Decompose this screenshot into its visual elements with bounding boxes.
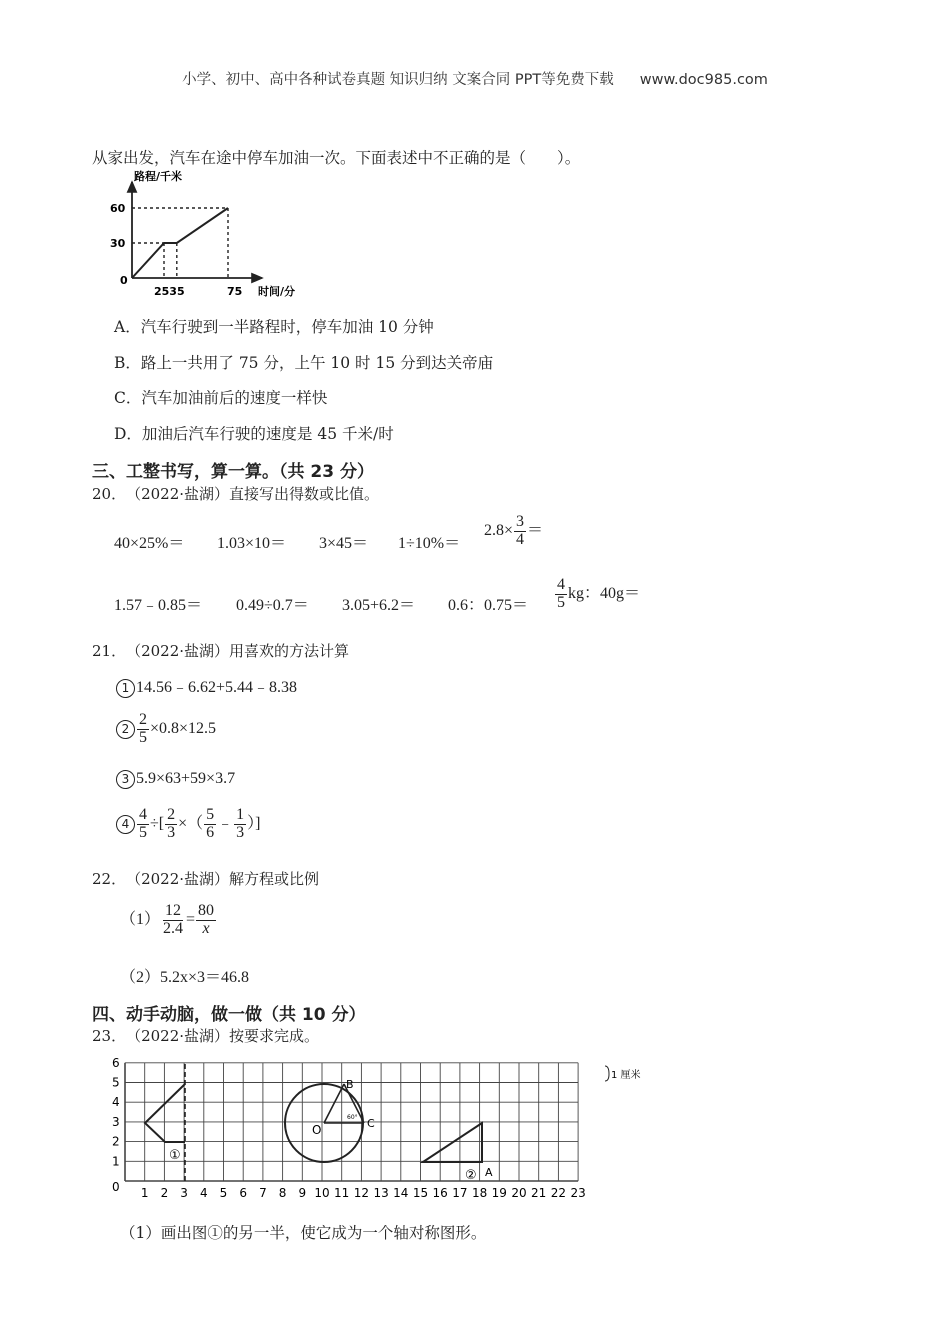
grid-ylabel: 5 <box>112 1075 120 1090</box>
figure-1-label: ① <box>169 1148 181 1163</box>
q21-stem: 21． （2022·盐湖）用喜欢的方法计算 <box>92 642 350 660</box>
grid-xlabel: 12 <box>353 1186 370 1200</box>
operator: ）] <box>247 814 261 832</box>
q21-item-2 <box>116 712 216 747</box>
numerator: 2 <box>167 806 176 823</box>
circled-number: 3 <box>116 770 135 789</box>
numerator: 4 <box>557 576 565 593</box>
header-site: www.doc985.com <box>639 72 768 88</box>
operator: ﹣ <box>217 814 234 832</box>
grid-xlabel: 3 <box>180 1186 188 1200</box>
chart-xtick-75: 75 <box>227 285 243 298</box>
grid-xlabel: 16 <box>432 1186 448 1200</box>
denominator: 5 <box>557 593 565 611</box>
grid-xlabel: 1 <box>140 1186 149 1200</box>
numerator: 80 <box>198 902 215 919</box>
grid-xlabel: 14 <box>393 1186 409 1200</box>
q23-sub1: （1）画出图①的另一半，使它成为一个轴对称图形。 <box>120 1224 487 1242</box>
angle-label: 60° <box>347 1114 358 1121</box>
chart-xlabel: 时间/分 <box>258 285 296 298</box>
q23-stem: 23． （2022·盐湖）按要求完成。 <box>92 1027 320 1045</box>
chart-ytick-0: 0 <box>120 274 128 287</box>
point-c-label: C <box>367 1117 375 1130</box>
grid-xlabel: 20 <box>511 1186 527 1200</box>
grid-ylabel: 1 <box>112 1154 120 1169</box>
q19-option-d: D．加油后汽车行驶的速度是 45 千米/时 <box>114 425 394 443</box>
q19-option-c: C．汽车加油前后的速度一样快 <box>114 389 328 407</box>
figure-1-half <box>145 1084 185 1142</box>
q20-r1-5-pre: 2.8× <box>484 521 514 539</box>
grid-xlabel: 15 <box>412 1186 429 1200</box>
q20-r1-2: 1.03×10＝ <box>217 535 287 552</box>
q23-grid-figure <box>108 1056 658 1206</box>
denominator: 6 <box>206 823 215 841</box>
q21-item-3-text: 5.9×63+59×3.7 <box>136 770 236 788</box>
fraction <box>137 712 149 747</box>
denominator: x <box>202 919 210 937</box>
fraction <box>555 577 567 612</box>
chart-ytick-60: 60 <box>110 202 126 215</box>
circled-number: 2 <box>116 720 135 739</box>
operator: ×（ <box>178 814 204 832</box>
q20-r2-4: 0.6：0.75＝ <box>448 597 529 614</box>
section-3-title: 三、工整书写，算一算。（共 23 分） <box>92 462 374 482</box>
denominator: 2.4 <box>163 919 184 937</box>
denominator: 5 <box>139 728 147 746</box>
numerator: 12 <box>165 902 182 919</box>
operator: ÷[ <box>150 814 165 832</box>
grid-xlabel: 13 <box>373 1186 389 1200</box>
grid-xlabel: 10 <box>314 1186 330 1200</box>
segment-ob <box>324 1084 344 1123</box>
q20-stem: 20． （2022·盐湖）直接写出得数或比值。 <box>92 485 380 503</box>
grid-ylabel: 0 <box>112 1180 120 1194</box>
q20-r1-5 <box>484 514 543 549</box>
numerator: 1 <box>236 806 245 823</box>
q19-stem: 从家出发，汽车在途中停车加油一次。下面表述中不正确的是（ ）。 <box>92 149 581 167</box>
unit-brace <box>605 1066 609 1081</box>
q22-stem: 22． （2022·盐湖）解方程或比例 <box>92 870 320 888</box>
q22-part-2 <box>120 964 249 987</box>
q22-part-2-text: 5.2x×3＝46.8 <box>160 969 250 986</box>
q20-r1-4: 1÷10%＝ <box>398 535 461 552</box>
q21-item-1 <box>116 674 297 698</box>
q19-option-a: A．汽车行驶到一半路程时，停车加油 10 分钟 <box>114 318 434 336</box>
grid-ylabel: 3 <box>112 1114 120 1129</box>
chart-ylabel: 路程/千米 <box>134 170 183 183</box>
circled-number: 4 <box>116 815 135 834</box>
q20-r2-5-post: kg：40g＝ <box>568 584 641 602</box>
fraction <box>196 903 216 938</box>
grid-xlabel: 5 <box>219 1186 228 1200</box>
denominator: 3 <box>236 823 245 841</box>
q20-r2-2: 0.49÷0.7＝ <box>236 597 309 614</box>
chart-ytick-30: 30 <box>110 237 126 250</box>
grid-xlabel: 8 <box>278 1186 287 1200</box>
grid-xlabel: 6 <box>239 1186 248 1200</box>
chart-xtick-2535: 2535 <box>154 285 185 298</box>
grid-xlabel: 2 <box>160 1186 169 1200</box>
q21-item-1-text: 14.56﹣6.62+5.44﹣8.38 <box>136 679 298 696</box>
denominator: 3 <box>167 823 176 841</box>
grid-xlabel: 4 <box>199 1186 208 1200</box>
q20-r1-5-post: ＝ <box>527 521 544 539</box>
figure-2-label: ② <box>465 1168 477 1183</box>
page-header <box>0 68 950 89</box>
grid-xlabel: 9 <box>298 1186 307 1200</box>
grid-ylabel: 4 <box>112 1095 120 1110</box>
point-b-label: B <box>346 1078 354 1091</box>
part-label: （1） <box>120 910 161 928</box>
fraction <box>137 807 149 842</box>
numerator: 4 <box>139 806 147 823</box>
q20-r2-1: 1.57﹣0.85＝ <box>114 597 203 614</box>
q22-part-1 <box>120 903 217 938</box>
header-text: 小学、初中、高中各种试卷真题 知识归纳 文案合同 PPT等免费下载 <box>182 72 614 88</box>
q21-item-4 <box>116 807 261 842</box>
part-label: （2） <box>120 969 161 986</box>
q19-chart <box>100 168 330 308</box>
fraction <box>234 807 246 842</box>
point-o-label: O <box>312 1123 322 1137</box>
q21-item-3 <box>116 770 235 789</box>
circled-number: 1 <box>116 679 135 698</box>
grid-xlabel: 11 <box>334 1186 350 1200</box>
grid-xlabel: 7 <box>259 1186 267 1200</box>
numerator: 3 <box>516 513 525 530</box>
unit-label: 1 厘米 <box>611 1070 641 1081</box>
grid-ylabel: 6 <box>112 1056 120 1070</box>
grid-xlabel: 21 <box>531 1186 547 1200</box>
q20-r1-3: 3×45＝ <box>319 535 369 552</box>
grid-ylabel: 2 <box>112 1134 120 1149</box>
denominator: 5 <box>139 823 147 841</box>
q20-r1-1: 40×25%＝ <box>114 535 185 552</box>
grid-xlabel: 19 <box>491 1186 507 1200</box>
fraction <box>161 903 185 938</box>
numerator: 2 <box>139 711 147 728</box>
fraction <box>514 514 526 549</box>
q21-item-2-text: ×0.8×12.5 <box>150 719 217 737</box>
q20-r2-3: 3.05+6.2＝ <box>342 597 416 614</box>
fraction <box>204 807 216 842</box>
grid-xlabel: 23 <box>570 1186 586 1200</box>
fraction <box>165 807 177 842</box>
section-4-title: 四、动手动脑，做一做（共 10 分） <box>92 1005 366 1025</box>
triangle-2 <box>423 1123 482 1162</box>
point-a-label: A <box>485 1166 493 1179</box>
equals-sign: = <box>186 910 196 928</box>
numerator: 5 <box>206 806 215 823</box>
grid-xlabel: 22 <box>550 1186 567 1200</box>
denominator: 4 <box>516 530 525 548</box>
grid-xlabel: 18 <box>471 1186 488 1200</box>
q19-option-b: B．路上一共用了 75 分，上午 10 时 15 分到达关帝庙 <box>114 354 494 372</box>
grid-xlabel: 17 <box>452 1186 468 1200</box>
q20-r2-5 <box>554 577 640 612</box>
